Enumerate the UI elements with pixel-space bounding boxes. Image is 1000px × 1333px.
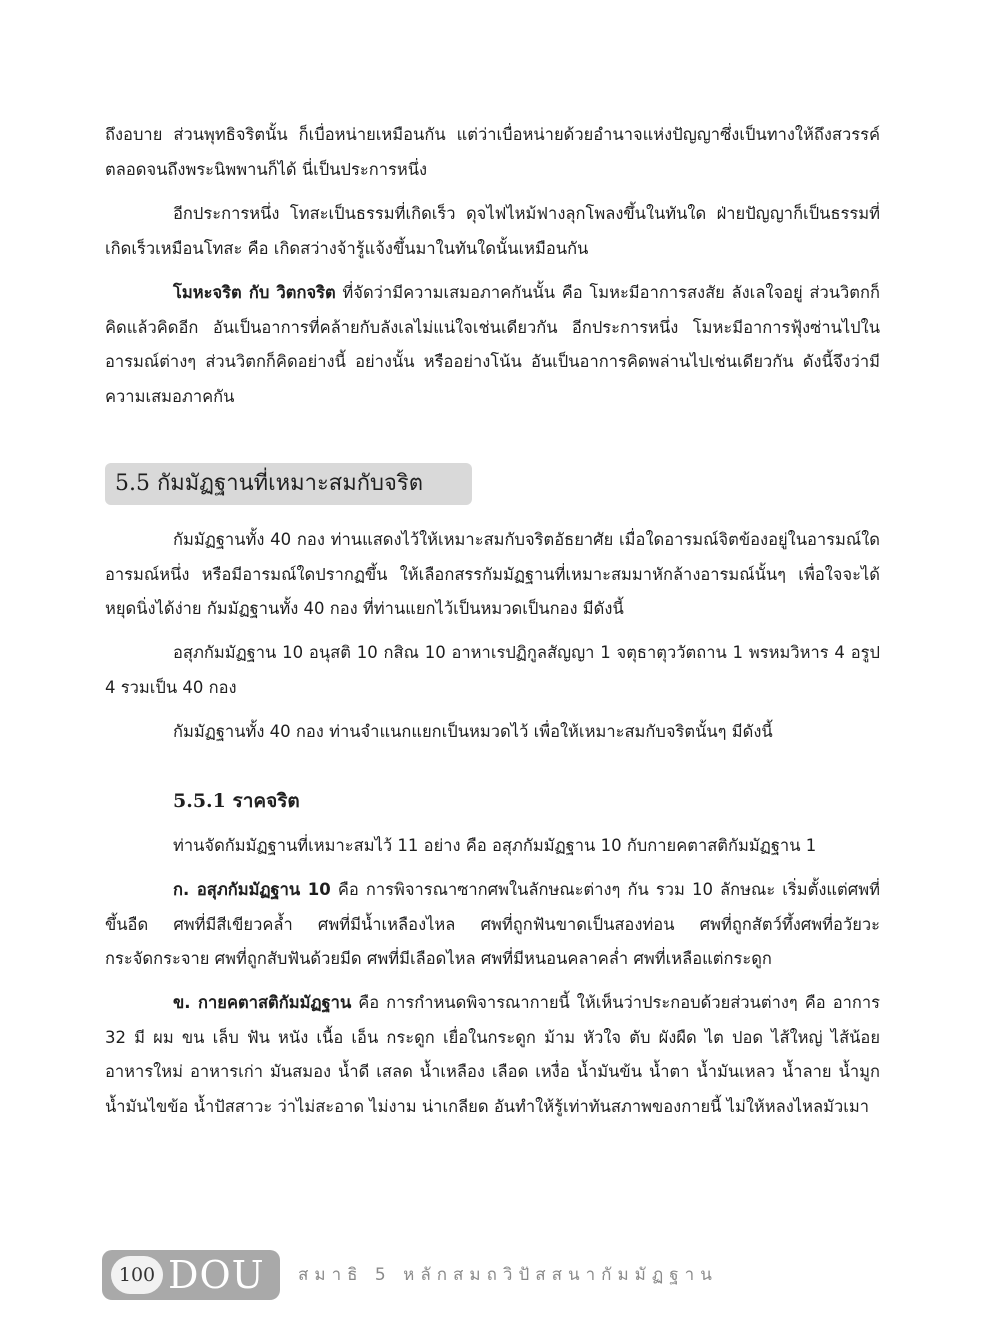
paragraph-5: อสุภกัมมัฏฐาน 10 อนุสติ 10 กสิณ 10 อาหาเรปฏิกูลสัญญา 1 จตุธาตุววัตถาน 1 พรหมวิหาร 4 อรูป 4 รวมเป็น 40 กอง: [105, 643, 880, 697]
page-number: 100: [111, 1256, 163, 1294]
paragraph-9-lead: ข. กายคตาสติกัมมัฏฐาน: [173, 993, 352, 1012]
paragraph-6: กัมมัฏฐานทั้ง 40 กอง ท่านจำแนกแยกเป็นหมวดไว้ เพื่อให้เหมาะสมกับจริตนั้นๆ มีดังนี้: [173, 722, 773, 741]
paragraph-8-body: คือ การพิจารณาซากศพในลักษณะต่างๆ กัน รวม 10 ลักษณะ เริ่มตั้งแต่ศพที่ขึ้นอืด ศพที่มีสีเขียวคล้ำ ศพที่มีน้ำเหลืองไหล ศพที่ถูกฟันขาดเป็นสองท่อน ศพที่ถูกสัตว์ทึ้งศพที่อวัยวะกระจัดกระจาย ศพที่ถูกสับฟันด้วยมีด ศพที่มีเลือดไหล ศพที่มีหนอนคลาคล่ำ ศพที่เหลือแต่กระดูก: [105, 880, 880, 968]
brand-logo-text: DOU: [168, 1253, 265, 1297]
paragraph-7: ท่านจัดกัมมัฏฐานที่เหมาะสมไว้ 11 อย่าง คือ อสุภกัมมัฏฐาน 10 กับกายคตาสติกัมมัฏฐาน 1: [173, 836, 817, 855]
subsection-heading: 5.5.1 ราคจริต: [173, 790, 300, 812]
paragraph-3: [105, 276, 880, 414]
paragraph-2: อีกประการหนึ่ง โทสะเป็นธรรมที่เกิดเร็ว ดุจไฟไหม้ฟางลุกโพลงขึ้นในทันใด ฝ่ายปัญญาก็เป็นธรรมที่เกิดเร็วเหมือนโทสะ คือ เกิดสว่างจ้ารู้แจ้งขึ้นมาในทันใดนั้นเหมือนกัน: [105, 204, 880, 258]
paragraph-3-body: ที่จัดว่ามีความเสมอภาคกันนั้น คือ โมหะมีอาการสงสัย ลังเลใจอยู่ ส่วนวิตกก็คิดแล้วคิดอีก อันเป็นอาการที่คล้ายกับลังเลไม่แน่ใจเช่นเดียวกัน อีกประการหนึ่ง โมหะมีอาการฟุ้งซ่านไปในอารมณ์ต่างๆ ส่วนวิตกก็คิดอย่างนี้ อย่างนั้น หรืออย่างโน้น อันเป็นอาการคิดพล่านไปเช่นเดียวกัน ดังนี้จึงว่ามีความเสมอภาคกัน: [105, 283, 880, 406]
section-heading: 5.5 กัมมัฏฐานที่เหมาะสมกับจริต: [105, 463, 472, 505]
paragraph-8: [105, 873, 880, 977]
paragraph-8-lead: ก. อสุภกัมมัฏฐาน 10: [173, 880, 331, 899]
paragraph-9-body: คือ การกำหนดพิจารณากายนี้ ให้เห็นว่าประกอบด้วยส่วนต่างๆ คือ อาการ 32 มี ผม ขน เล็บ ฟัน หนัง เนื้อ เอ็น กระดูก เยื่อในกระดูก ม้าม หัวใจ ตับ ผังผืด ไต ปอด ไส้ใหญ่ ไส้น้อย อาหารใหม่ อาหารเก่า มันสมอง น้ำดี เสลด น้ำเหลือง เลือด เหงื่อ น้ำมันข้น น้ำตา น้ำมันเหลว น้ำลาย น้ำมูก น้ำมันไขข้อ น้ำปัสสาวะ ว่าไม่สะอาด ไม่งาม น่าเกลียด อันทำให้รู้เท่าทันสภาพของกายนี้ ไม่ให้หลงไหลมัวเมา: [105, 993, 880, 1116]
paragraph-9: [105, 986, 880, 1124]
paragraph-4: กัมมัฏฐานทั้ง 40 กอง ท่านแสดงไว้ให้เหมาะสมกับจริตอัธยาศัย เมื่อใดอารมณ์จิตข้องอยู่ในอารมณ์ใดอารมณ์หนึ่ง หรือมีอารมณ์ใดปรากฏขึ้น ให้เลือกสรรกัมมัฏฐานที่เหมาะสมมาหักล้างอารมณ์นั้นๆ เพื่อใจจะได้หยุดนิ่งได้ง่าย กัมมัฏฐานทั้ง 40 กอง ที่ท่านแยกไว้เป็นหมวดเป็นกอง มีดังนี้: [105, 530, 880, 618]
running-footer-title: สมาธิ 5 หลักสมถวิปัสสนากัมมัฏฐาน: [298, 1265, 718, 1285]
paragraph-3-lead: โมหะจริต กับ วิตกจริต: [173, 283, 336, 302]
paragraph-1: ถึงอบาย ส่วนพุทธิจริตนั้น ก็เบื่อหน่ายเหมือนกัน แต่ว่าเบื่อหน่ายด้วยอำนาจแห่งปัญญาซึ่งเป็นทางให้ถึงสวรรค์ ตลอดจนถึงพระนิพพานก็ได้ นี่เป็นประการหนึ่ง: [105, 125, 880, 179]
